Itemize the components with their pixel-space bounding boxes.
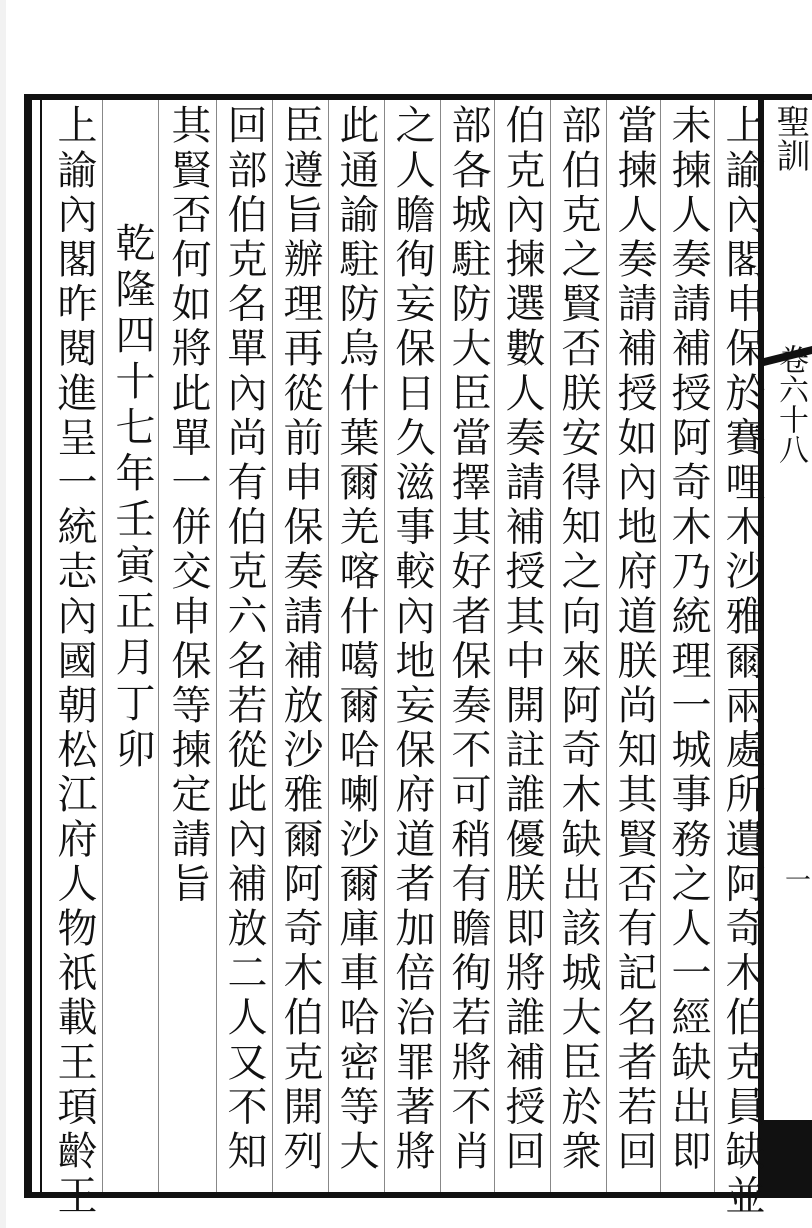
- text-column: 其賢否何如將此單一併交申保等揀定請旨: [165, 104, 211, 907]
- column-rule: [440, 100, 441, 1192]
- column-rule: [384, 100, 385, 1192]
- binding-edge: [0, 0, 6, 1228]
- text-column: 上諭內閣申保於賽哩木沙雅爾兩處所遺阿奇木伯克員缺並: [719, 104, 765, 1219]
- frame-bottom-border: [26, 1192, 812, 1198]
- column-rule: [216, 100, 217, 1192]
- frame-top-border: [26, 94, 812, 100]
- text-column: 部伯克之賢否朕安得知之向來阿奇木缺出該城大臣於衆: [555, 104, 601, 1175]
- margin-juan-number: 卷六十八: [773, 344, 808, 464]
- margin-bottom-bar: [764, 1120, 812, 1192]
- date-column: 乾隆四十七年壬寅正月丁卯: [109, 222, 155, 774]
- column-rule: [102, 100, 103, 1192]
- column-rule: [494, 100, 495, 1192]
- column-rule: [550, 100, 551, 1192]
- text-column: 伯克內揀選數人奏請補授其中開註誰優朕即將誰補授回: [499, 104, 545, 1175]
- column-rule: [606, 100, 607, 1192]
- column-rule: [714, 100, 715, 1192]
- column-rule: [272, 100, 273, 1192]
- text-column: 之人瞻徇妄保日久滋事較內地妄保府道者加倍治罪著將: [389, 104, 435, 1175]
- text-column: 未揀人奏請補授阿奇木乃統理一城事務之人一經缺出即: [665, 104, 711, 1175]
- text-column: 部各城駐防大臣當擇其好者保奏不可稍有瞻徇若將不肖: [445, 104, 491, 1175]
- column-rule: [328, 100, 329, 1192]
- text-column: 臣遵旨辦理再從前申保奏請補放沙雅爾阿奇木伯克開列: [277, 104, 323, 1175]
- text-column: 上諭內閣昨閱進呈一統志內國朝松江府人物祇載王頊齡王: [51, 104, 97, 1219]
- margin-folio-number: 一: [784, 866, 811, 896]
- frame-left-border: [24, 94, 32, 1198]
- column-rule: [660, 100, 661, 1192]
- text-column: 此通諭駐防烏什葉爾羌喀什噶爾哈喇沙爾庫車哈密等大: [333, 104, 379, 1175]
- column-rule: [158, 100, 159, 1192]
- text-column: 回部伯克名單內尚有伯克六名若從此內補放二人又不知: [221, 104, 267, 1175]
- text-column: 當揀人奏請補授如內地府道朕尚知其賢否有記名者若回: [611, 104, 657, 1175]
- margin-title: 聖訓: [770, 104, 810, 172]
- frame-left-inner-line: [40, 100, 42, 1192]
